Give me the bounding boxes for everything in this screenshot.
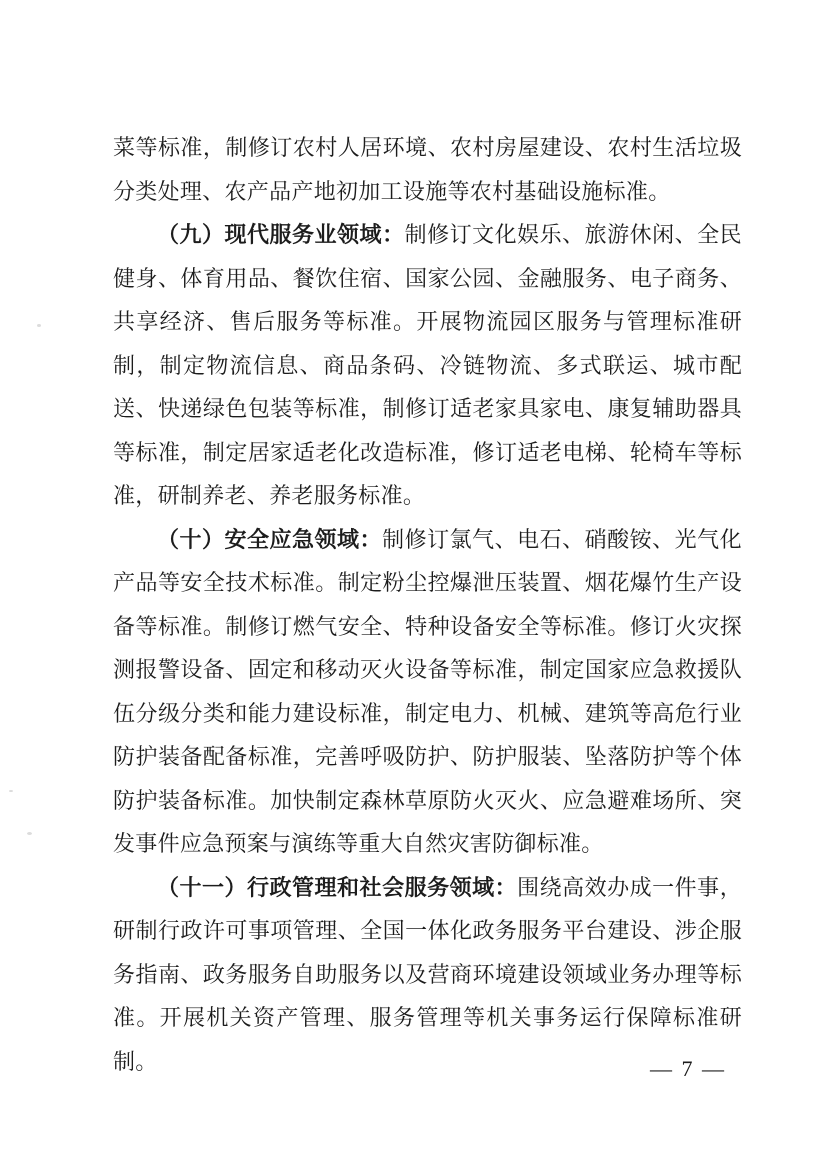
section-heading: （十一）行政管理和社会服务领域： [157, 874, 518, 900]
scan-artifact [27, 832, 32, 835]
body-paragraph-section-11 [113, 866, 742, 1084]
section-heading: （九）现代服务业领域： [157, 222, 405, 247]
body-paragraph-continuation [113, 126, 742, 213]
body-paragraph-section-9 [113, 213, 742, 518]
document-body [113, 126, 742, 1083]
paragraph-text: 制修订氯气、电石、硝酸铵、光气化产品等安全技术标准。制定粉尘控爆泄压装置、烟花爆竹生产设备等标准。制修订燃气安全、特种设备安全等标准。修订火灾探测报警设备、固定和移动灭火设备等标准，制定国家应急救援队伍分级分类和能力建设标准，制定电力、机械、建筑等高危行业防护装备配备标准，完善呼吸防护、防护服装、坠落防护等个体防护装备标准。加快制定森林草原防火灭火、应急避难场所、突发事件应急预案与演练等重大自然灾害防御标准。 [113, 526, 742, 856]
section-heading: （十）安全应急领域： [157, 526, 383, 552]
page-number: — 7 — [650, 1056, 726, 1081]
paragraph-text: 围绕高效办成一件事，研制行政许可事项管理、全国一体化政务服务平台建设、涉企服务指南、政务服务自助服务以及营商环境建设领域业务办理等标准。开展机关资产管理、服务管理等机关事务运行保障标准研制。 [113, 874, 742, 1074]
scan-artifact [9, 790, 13, 792]
paragraph-text: 制修订文化娱乐、旅游休闲、全民健身、体育用品、餐饮住宿、国家公园、金融服务、电子商务、共享经济、售后服务等标准。开展物流园区服务与管理标准研制，制定物流信息、商品条码、冷链物流、多式联运、城市配送、快递绿色包装等标准，制修订适老家具家电、康复辅助器具等标准，制定居家适老化改造标准，修订适老电梯、轮椅车等标准，研制养老、养老服务标准。 [113, 222, 742, 508]
body-paragraph-section-10 [113, 518, 742, 866]
scan-artifact [37, 324, 41, 327]
paragraph-text: 菜等标准，制修订农村人居环境、农村房屋建设、农村生活垃圾分类处理、农产品产地初加工设施等农村基础设施标准。 [113, 135, 742, 204]
